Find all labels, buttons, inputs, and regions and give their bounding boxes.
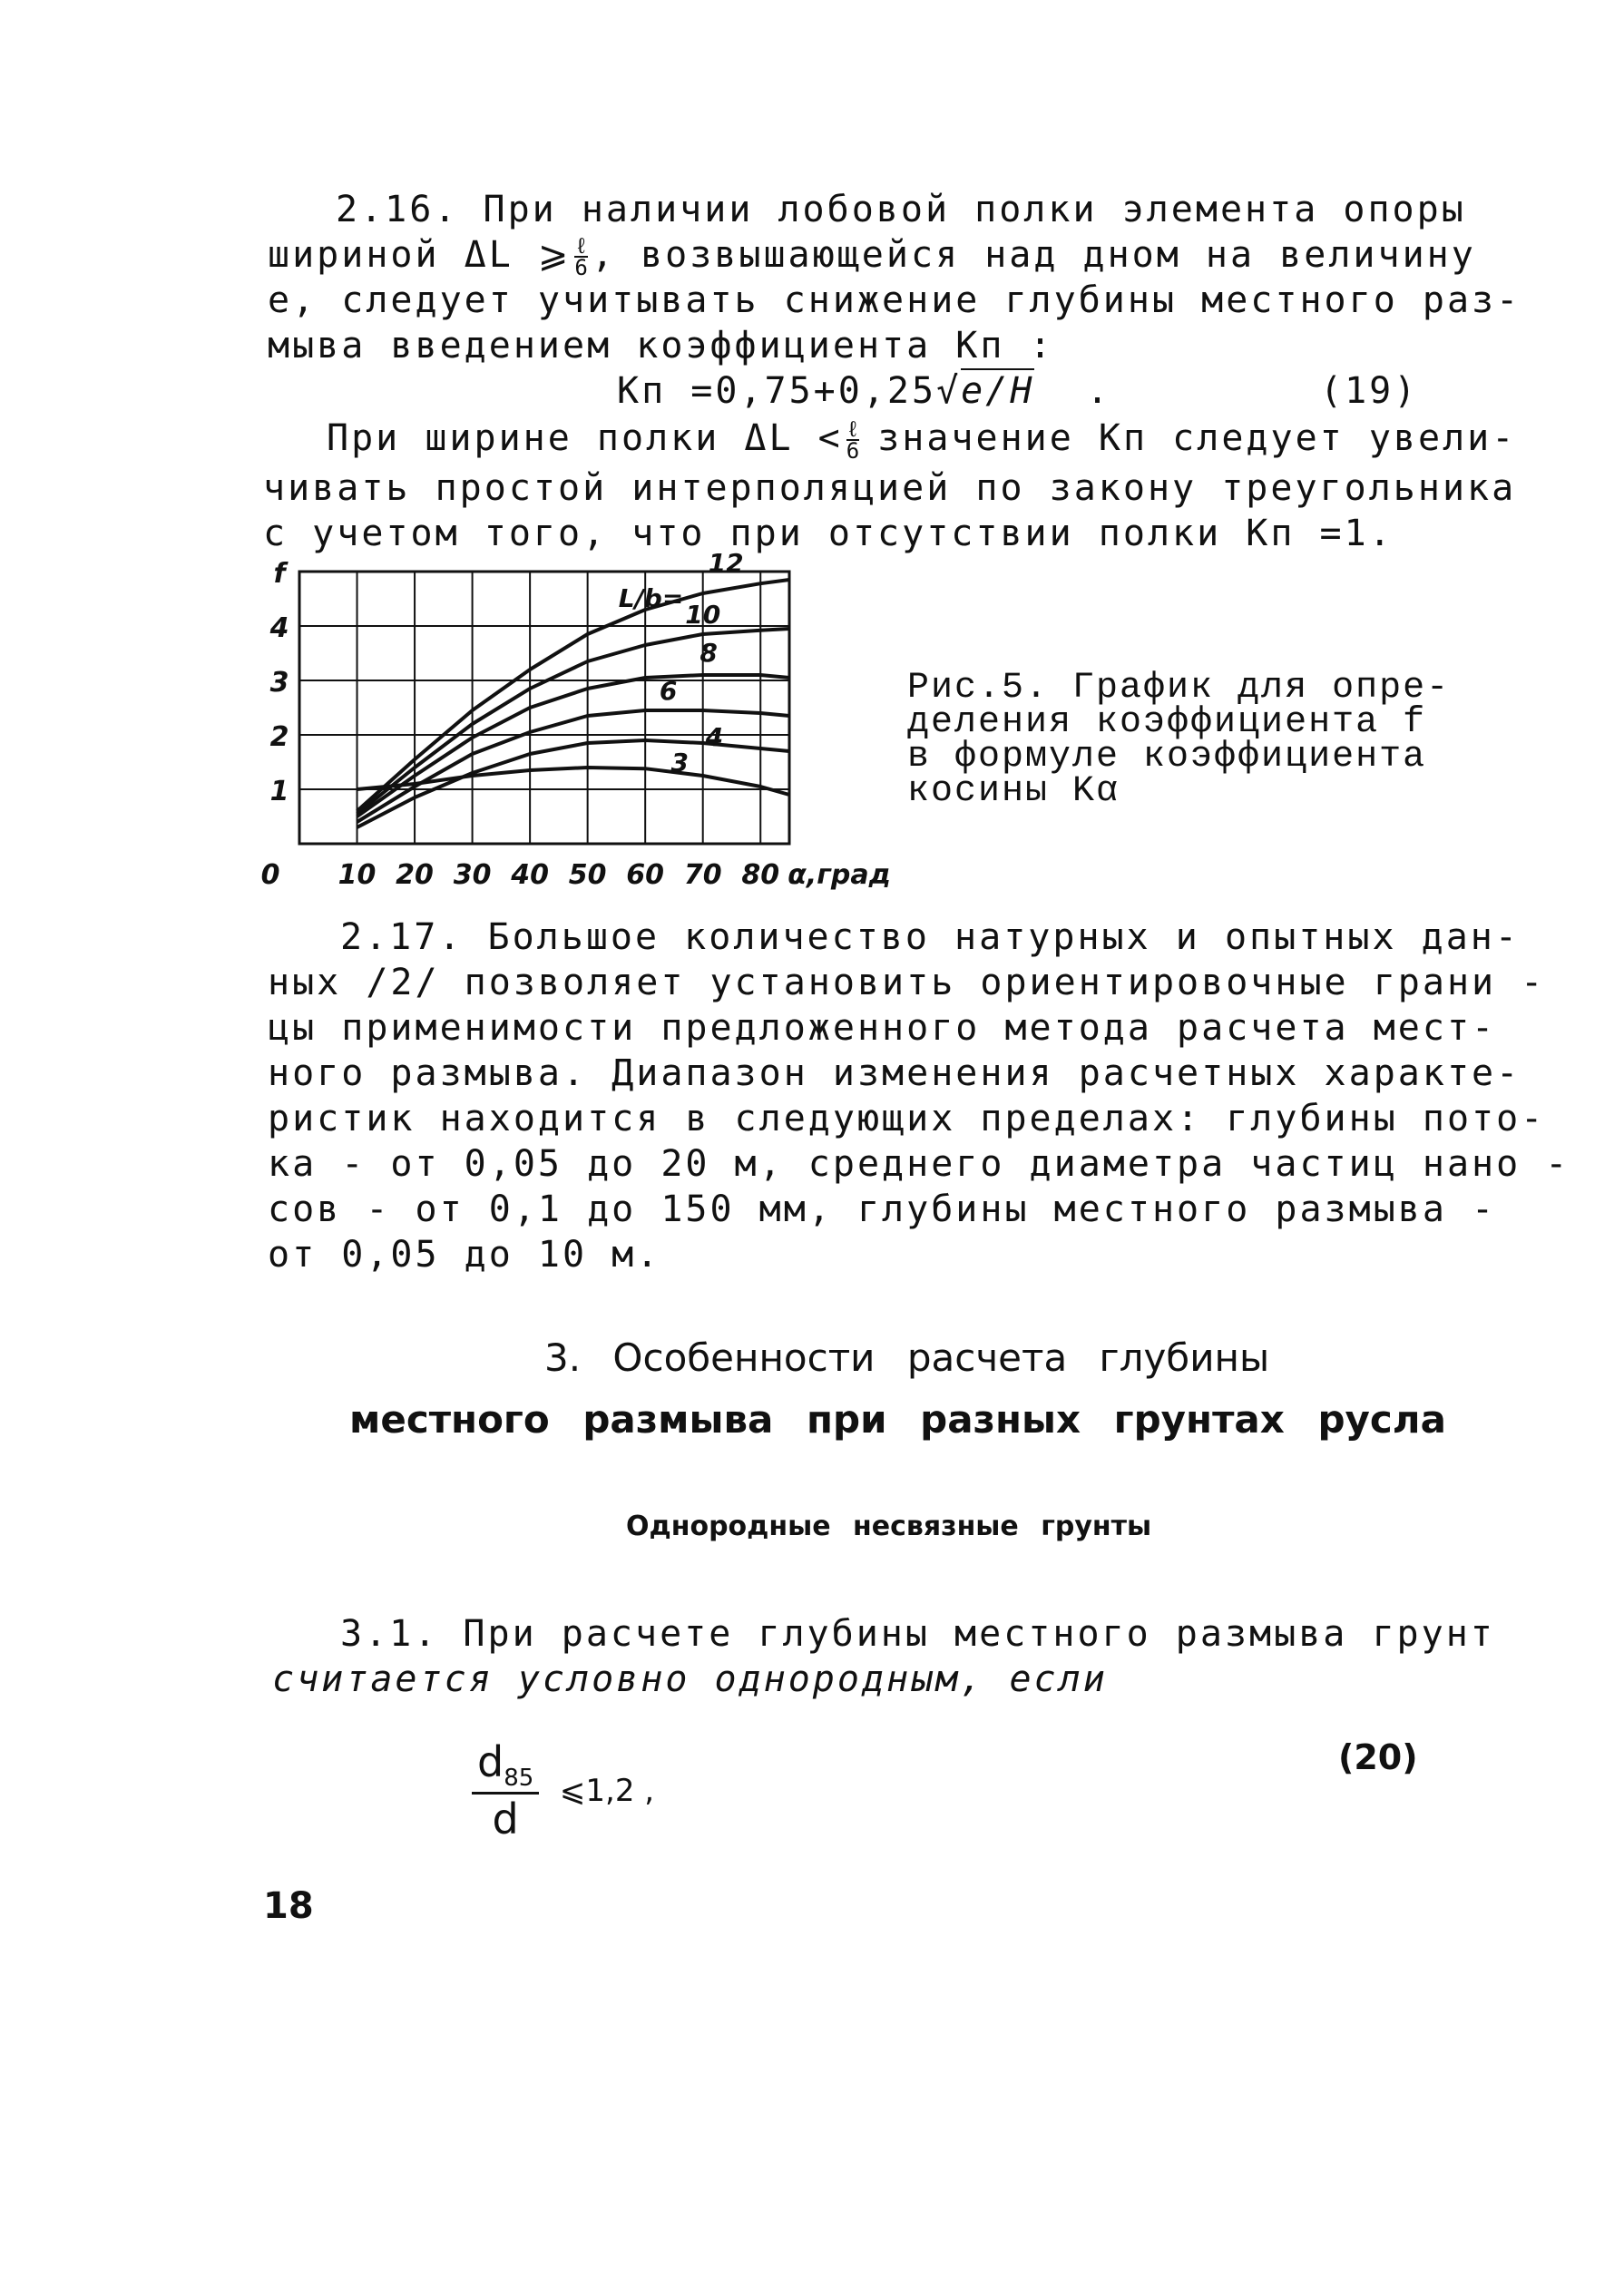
figure-5-caption xyxy=(907,668,1451,812)
para-2-16-line-2-text-b: , возвышающейся над дном на величину xyxy=(591,234,1476,276)
para-2-17-line-4: ного размыва. Диапазон изменения расчетных характе- xyxy=(268,1052,1521,1094)
equation-number-19: (19) xyxy=(1320,370,1419,412)
d85-numerator xyxy=(472,1737,539,1795)
formula-19-dot: . xyxy=(1086,370,1111,412)
x-tick-label: 0 xyxy=(260,859,280,891)
para-2-17-line-8: от 0,05 до 10 м. xyxy=(268,1234,661,1276)
para-3-1-line-1: 3.1. При расчете глубины местного размыва грунт xyxy=(340,1613,1495,1655)
section-3-heading-line-2: местного размыва при разных грунтах русла xyxy=(349,1397,1446,1442)
x-axis-label: α,град xyxy=(788,859,891,891)
y-tick-label: 1 xyxy=(269,776,289,807)
formula-19-left: Kп =0,75+0,25 xyxy=(617,370,937,412)
width-fraction-2 xyxy=(846,416,860,464)
x-tick-label: 10 xyxy=(338,859,377,891)
subheading-homogeneous-soils: Однородные несвязные грунты xyxy=(626,1511,1152,1542)
x-tick-label: 70 xyxy=(683,859,722,891)
width-fraction xyxy=(574,233,588,280)
para-3-1-line-2: считается условно однородным, если xyxy=(272,1658,1108,1700)
d85-subscript: 85 xyxy=(504,1765,534,1793)
curve-6 xyxy=(357,710,790,822)
y-tick-label: 3 xyxy=(269,667,289,699)
para-2-17-line-1: 2.17. Большое количество натурных и опытных дан- xyxy=(340,916,1520,958)
para-2-17-line-7: сов - от 0,1 до 150 мм, глубины местного размыва - xyxy=(268,1188,1497,1230)
curve-label-title: L/b= xyxy=(618,583,684,613)
curve-label-12: 12 xyxy=(708,548,744,578)
x-tick-label: 40 xyxy=(511,859,549,891)
caption-line-4: косины Kα xyxy=(907,771,1120,812)
para-2-16-line-1: 2.16. При наличии лобовой полки элемента опоры xyxy=(336,189,1466,230)
width-fraction-numerator: ℓ xyxy=(574,233,588,259)
x-tick-label: 60 xyxy=(626,859,665,891)
y-axis-label: f xyxy=(273,558,286,590)
d85-fraction xyxy=(472,1737,539,1844)
x-tick-label: 30 xyxy=(453,859,492,891)
curve-label-4: 4 xyxy=(705,722,724,752)
figure-5-chart xyxy=(260,548,898,891)
para-2-17-line-6: ка - от 0,05 до 20 м, среднего диаметра частиц нано - xyxy=(268,1143,1570,1185)
para-2-16-line-2 xyxy=(268,234,1476,278)
para-2-17-line-3: цы применимости предложенного метода расчета мест- xyxy=(268,1007,1497,1049)
section-3-heading-line-1: 3. Особенности расчета глубины xyxy=(544,1335,1270,1380)
caption-line-3: в формуле коэффициента xyxy=(907,737,1427,778)
formula-20 xyxy=(472,1737,654,1844)
curve-label-8: 8 xyxy=(699,638,718,668)
x-tick-label: 50 xyxy=(568,859,607,891)
para-2-16-line-7: с учетом того, что при отсутствии полки Kп =1. xyxy=(263,513,1394,554)
width-fraction-2-numerator: ℓ xyxy=(846,416,860,442)
para-2-16-line-4: мыва введением коэффициента Kп : xyxy=(268,325,1054,367)
formula-19 xyxy=(617,370,1111,412)
x-tick-label: 80 xyxy=(741,859,780,891)
formula-19-radicand: е/H xyxy=(961,370,1035,412)
width-fraction-2-denominator: 6 xyxy=(846,438,860,464)
curve-label-6: 6 xyxy=(659,676,678,706)
sqrt-sign: √ xyxy=(936,370,962,412)
curve-12 xyxy=(357,580,790,811)
para-2-16-line-3: е, следует учитывать снижение глубины местного раз- xyxy=(268,279,1521,321)
para-2-16-line-2-text-a: шириной ΔL ⩾ xyxy=(268,234,572,276)
para-2-16-line-6: чивать простой интерполяцией по закону треугольника xyxy=(263,467,1517,509)
y-tick-label: 2 xyxy=(269,721,289,753)
caption-line-1: Рис.5. График для опре- xyxy=(907,668,1451,709)
d-denominator: d xyxy=(492,1795,519,1844)
curve-label-10: 10 xyxy=(685,600,721,630)
para-2-16-line-5 xyxy=(327,416,1517,464)
d85-symbol: d xyxy=(477,1737,504,1786)
chart-tick-labels xyxy=(261,558,891,891)
curve-label-3: 3 xyxy=(670,748,690,778)
page-number: 18 xyxy=(263,1885,314,1927)
width-fraction-denominator: 6 xyxy=(574,255,588,280)
x-tick-label: 20 xyxy=(396,859,434,891)
chart-curves xyxy=(357,580,790,827)
para-2-17-line-5: ристик находится в следующих пределах: глубины пото- xyxy=(268,1098,1546,1139)
para-2-16-line-5-text-b: значение Kп следует увели- xyxy=(877,417,1517,459)
para-2-16-line-5-text-a: При ширине полки ΔL < xyxy=(327,417,843,459)
caption-line-2: деления коэффициента f xyxy=(907,702,1427,743)
para-2-17-line-2: ных /2/ позволяет установить ориентировочные грани - xyxy=(268,962,1546,1003)
y-tick-label: 4 xyxy=(269,612,289,644)
formula-20-relation: ⩽1,2 , xyxy=(559,1772,655,1809)
equation-number-20: (20) xyxy=(1338,1737,1418,1777)
